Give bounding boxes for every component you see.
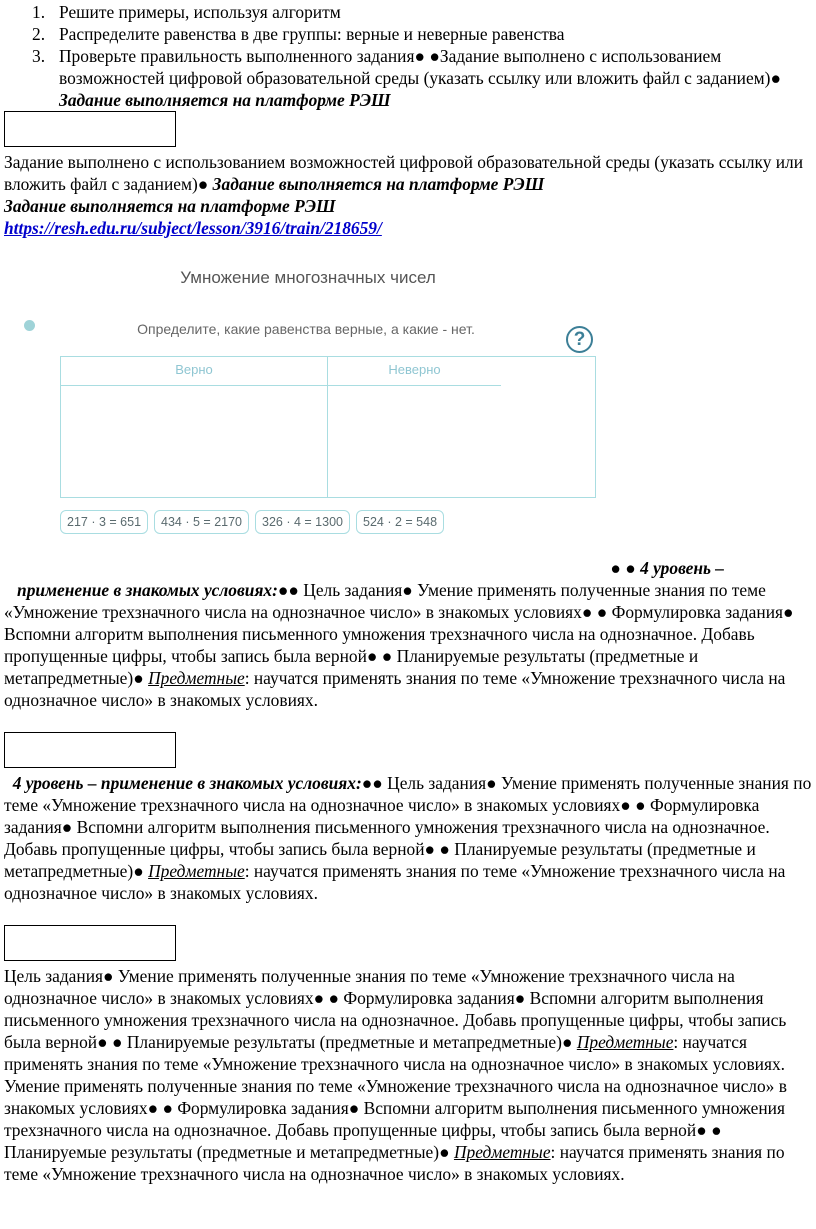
form-label: Формулировка задания	[177, 1098, 349, 1118]
bullet-icon: ●	[424, 839, 436, 859]
paragraph	[4, 151, 812, 239]
bullet-icon: ●	[429, 46, 440, 66]
bullet-icon: ●	[348, 1098, 360, 1118]
bullet-icon: ●	[288, 580, 299, 600]
bullet-icon: ●	[439, 839, 450, 859]
goal-text: Умение применять полученные знания по теме «Умножение трехзначного числа на однозначное число» в знакомых условиях	[4, 1076, 787, 1118]
sort-table	[60, 356, 596, 498]
bullet-icon: ●	[514, 988, 526, 1008]
goal-block	[4, 965, 812, 1185]
bullet-icon: ●	[147, 1098, 159, 1118]
list-number: 1.	[32, 2, 46, 22]
goal-label: Цель задания	[4, 966, 104, 986]
level-block	[4, 557, 812, 711]
column-header-true: Верно	[61, 357, 327, 386]
bullet-icon: ●	[581, 602, 593, 622]
bullet-icon: ●	[625, 558, 636, 578]
bullet-icon: ●	[313, 988, 325, 1008]
drop-zone-true[interactable]	[61, 357, 328, 497]
subject-text: : научатся применять знания по теме «Умножение трехзначного числа на однозначное число» в знакомых условиях.	[4, 861, 786, 903]
digital-env-text: Задание выполнено с использованием возможностей цифровой образовательной среды (указать ссылку или вложить файл с заданием)	[59, 46, 771, 88]
bullet-icon: ●	[103, 966, 114, 986]
bullet-icon: ●	[372, 773, 383, 793]
exercise-prompt: Определите, какие равенства верные, а какие - нет.	[137, 321, 475, 337]
subject-text: : научатся применять знания по теме «Умножение трехзначного числа на однозначное число» в знакомых условиях.	[4, 1142, 785, 1184]
bullet-icon: ●	[596, 602, 608, 622]
bullet-icon: ●	[783, 602, 794, 622]
document-lower-3	[4, 965, 812, 1185]
subject-label: Предметные	[453, 1142, 551, 1162]
help-icon[interactable]: ?	[566, 326, 593, 353]
plan-label: Планируемые результаты (предметные и метапредметные)	[4, 839, 756, 881]
form-text: Вспомни алгоритм выполнения письменного умножения трехзначного числа на однозначное. Добавь пропущенные цифры, чтобы запись была верной	[4, 624, 755, 666]
bullet-icon: ●	[402, 580, 413, 600]
plan-label: Планируемые результаты (предметные и метапредметные)	[4, 646, 699, 688]
task-list	[4, 1, 812, 111]
bullet-icon: ●	[381, 646, 393, 666]
equation-chip[interactable]: 434 · 5 = 2170	[154, 510, 249, 534]
equation-chip[interactable]: 326 · 4 = 1300	[255, 510, 350, 534]
exercise-image	[0, 248, 816, 548]
bullet-icon: ●	[197, 174, 209, 194]
subject-label: Предметные	[148, 668, 245, 688]
subject-text: : научатся применять знания по теме «Умножение трехзначного числа на однозначное число» в знакомых условиях.	[4, 1032, 786, 1074]
bullet-icon: ●	[486, 773, 497, 793]
bullet-icon: ●	[366, 646, 378, 666]
list-item-text: Решите примеры, используя алгоритм	[59, 2, 341, 22]
bullet-icon: ●	[162, 1098, 173, 1118]
bullet-icon: ●	[97, 1032, 108, 1052]
bullet-icon: ●	[770, 68, 781, 88]
plan-label: Планируемые результаты (предметные и метапредметные)	[4, 1142, 440, 1162]
list-item	[4, 45, 812, 111]
bullet-icon: ●	[112, 1032, 123, 1052]
equation-chip[interactable]: 217 · 3 = 651	[60, 510, 148, 534]
empty-box	[4, 111, 176, 147]
bullet-icon: ●	[61, 817, 73, 837]
equation-chips	[60, 510, 444, 534]
goal-text: Умение применять полученные знания по теме «Умножение трехзначного числа на однозначное число» в знакомых условиях	[4, 773, 812, 815]
platform-note: Задание выполняется на платформе РЭШ	[4, 196, 336, 216]
form-text: Вспомни алгоритм выполнения письменного умножения трехзначного числа на однозначное. Добавь пропущенные цифры, чтобы запись была верной	[4, 1098, 785, 1140]
digital-env-text: Задание выполнено с использованием возможностей цифровой образовательной среды (указать ссылку или вложить файл с заданием)	[4, 152, 804, 194]
bullet-icon: ●	[561, 1032, 573, 1052]
resh-link[interactable]: https://resh.edu.ru/subject/lesson/3916/train/218659/	[4, 218, 382, 238]
list-item-text: Проверьте правильность выполненного задания	[59, 46, 415, 66]
plan-label: Планируемые результаты (предметные и метапредметные)	[126, 1032, 562, 1052]
document-lower	[4, 557, 812, 711]
form-text: Вспомни алгоритм выполнения письменного умножения трехзначного числа на однозначное. Добавь пропущенные цифры, чтобы запись была верной	[4, 988, 787, 1052]
bullet-icon: ●	[328, 988, 339, 1008]
goal-text: Умение применять полученные знания по теме «Умножение трехзначного числа на однозначное число» в знакомых условиях	[4, 966, 735, 1008]
list-number: 2.	[32, 24, 46, 44]
list-number: 3.	[32, 46, 46, 66]
subject-label: Предметные	[576, 1032, 674, 1052]
bullet-icon: ●	[277, 580, 289, 600]
drop-zone-false[interactable]	[328, 357, 595, 497]
column-header-false: Неверно	[328, 357, 501, 386]
form-text: Вспомни алгоритм выполнения письменного умножения трехзначного числа на однозначное. Добавь пропущенные цифры, чтобы запись была верной	[4, 817, 770, 859]
empty-box	[4, 925, 176, 961]
goal-label: Цель задания	[303, 580, 403, 600]
level-block	[4, 772, 812, 904]
bullet-icon: ●	[439, 1142, 450, 1162]
level-heading: 4 уровень –	[640, 558, 724, 578]
list-item	[4, 23, 812, 45]
platform-note: Задание выполняется на платформе РЭШ	[59, 90, 391, 110]
level-heading: 4 уровень – применение в знакомых условиях:	[12, 773, 362, 793]
subject-text: : научатся применять знания по теме «Умножение трехзначного числа на однозначное число» в знакомых условиях.	[4, 668, 786, 710]
bullet-icon: ●	[133, 668, 144, 688]
bullet-icon: ●	[133, 861, 144, 881]
bullet-icon: ●	[620, 795, 631, 815]
subject-label: Предметные	[148, 861, 245, 881]
equation-chip[interactable]: 524 · 2 = 548	[356, 510, 444, 534]
list-item-text: Распределите равенства в две группы: верные и неверные равенства	[59, 24, 565, 44]
empty-box	[4, 732, 176, 768]
form-label: Формулировка задания	[343, 988, 515, 1008]
platform-note: Задание выполняется на платформе РЭШ	[212, 174, 545, 194]
list-item	[4, 1, 812, 23]
bullet-icon: ●	[414, 46, 425, 66]
bullet-icon: ●	[610, 558, 621, 578]
form-label: Формулировка задания	[4, 795, 760, 837]
form-label: Формулировка задания	[611, 602, 784, 622]
goal-label: Цель задания	[387, 773, 487, 793]
document-lower-2	[4, 772, 812, 904]
bullet-icon: ●	[635, 795, 646, 815]
bullet-icon: ●	[696, 1120, 707, 1140]
goal-text: Умение применять полученные знания по теме «Умножение трехзначного числа на однозначное число» в знакомых условиях	[4, 580, 766, 622]
level-heading: применение в знакомых условиях:	[17, 580, 278, 600]
bullet-icon: ●	[711, 1120, 722, 1140]
bullet-icon: ●	[361, 773, 373, 793]
exercise-title: Умножение многозначных чисел	[180, 268, 436, 287]
